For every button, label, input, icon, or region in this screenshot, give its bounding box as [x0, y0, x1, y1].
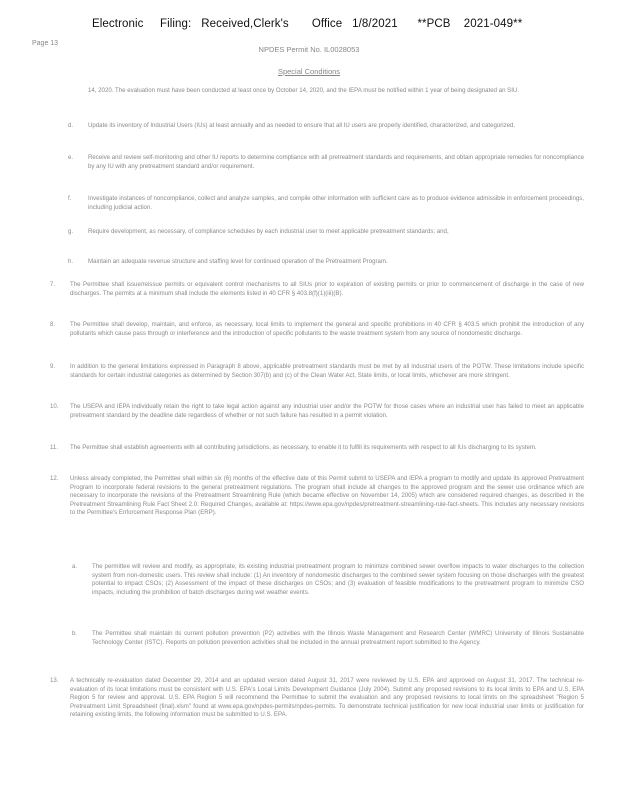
- paragraph: 12. Unless already completed, the Permittee shall within six (6) months of the effective date of this Permit submit to USEPA and IEPA a program to modify and update its approved Pretreatment Program to incorporate federal revisions to the general pretreatment regulations. The program shall include all changes to the approved program and the sewer use ordinance which are necessary to incorporate the revisions of the Pretreatment Streamlining Rule (which became effective on November 14, 2005) which are considered required changes, as described in the Pretreatment Streamlining Rule Fact Sheet 2.0: Required Changes, available at: https://www.epa.gov/npdes/pretreatment-streamlining-rule-fact-sheets. This includes any necessary revisions to the Permittee's Enforcement Response Plan (ERP).: [50, 475, 584, 517]
- paragraph: d. Update its inventory of Industrial Users (IUs) at least annually and as needed to ensure that all IU users are properly identified, characterized, and categorized.: [68, 122, 516, 129]
- page-number: Page 13: [32, 40, 59, 47]
- paragraph: a. The permittee will review and modify, as appropriate, its existing industrial pretreatment program to minimize combined sewer overflow impacts to water discharges to the collection system from non-domestic users. This review shall include: (1) An inventory of nondomestic discharges to the combined sewer system focusing on those discharges with the greatest potential to impact CSOs; (2) Assessment of the impact of these discharges on CSOs; and (3) evaluation of feasible modifications to the pretreatment program to minimize CSO impacts, including the prohibition of batch discharges during wet weather events.: [72, 563, 584, 596]
- paragraph: 7. The Permittee shall issue/reissue permits or equivalent control mechanisms to all SIUs prior to expiration of existing permits or prior to commencement of discharge in the case of new discharges. The permits at a minimum shall include the elements listed in 40 CFR § 403.8(f)(1)(iii)(B).: [50, 281, 584, 297]
- paragraph: g. Require development, as necessary, of compliance schedules by each industrial user to meet applicable pretreatment standards; and,: [68, 228, 449, 235]
- paragraph: h. Maintain an adequate revenue structure and staffing level for continued operation of the Pretreatment Program.: [68, 258, 388, 265]
- paragraph: 10. The USEPA and IEPA individually retain the right to take legal action against any industrial user and/or the POTW for those cases where an industrial user has failed to meet an applicable pretreatment standard by the deadline date regardless of whether or not such failure has resulted in a permit violation.: [50, 403, 584, 419]
- paragraph: f. Investigate instances of noncompliance, collect and analyze samples, and compile other information with sufficient care as to produce evidence admissible in enforcement proceedings, including judicial action.: [68, 195, 584, 211]
- permit-title: NPDES Permit No. IL0028053: [258, 45, 360, 54]
- paragraph: 14, 2020. The evaluation must have been conducted at least once by October 14, 2020, and the IEPA must be notified within 1 year of being designated an SIU.: [88, 87, 520, 94]
- paragraph: 13. A technically re-evaluation dated December 29, 2014 and an updated version dated August 31, 2017 were reviewed by U.S. EPA and approved on August 31, 2017. The technical re-evaluation of its local limitations must be consistent with U.S. EPA's Local Limits Development Guidance (July 2004). Submit any proposed revisions to its local limits to EPA and U.S. EPA Region 5 for review and approval. U.S. EPA Region 5 will recommend the Permittee to submit the evaluation and any proposed revisions to local limits on the spreadsheet "Region 5 Pretreatment Limit Spreadsheet (final).xlsm" found at www.epa.gov/npdes-permits/npdes-permits. To demonstrate technical justification for new local industrial user limits or justification for retaining existing limits, the following information must be submitted to U.S. EPA.: [50, 677, 584, 719]
- section-title: Special Conditions: [277, 67, 341, 76]
- filing-stamp: Electronic Filing: Received,Clerk's Office 1/8/2021 **PCB 2021-049**: [92, 18, 523, 30]
- paragraph: b. The Permittee shall maintain its current pollution prevention (P2) activities with the Illinois Waste Management and Research Center (WMRC) University of Illinois Sustainable Technology Center (ISTC). Reports on pollution prevention activities shall be included in the annual pretreatment report submitted to the Agency.: [72, 630, 584, 646]
- paragraph: 9. In addition to the general limitations expressed in Paragraph 8 above, applicable pretreatment standards must be met by all industrial users of the POTW. These limitations include specific standards for certain industrial categories as determined by Section 307(b) and (c) of the Clean Water Act, State limits, or local limits, whichever are more stringent.: [50, 363, 584, 379]
- paragraph: 8. The Permittee shall develop, maintain, and enforce, as necessary, local limits to implement the general and specific prohibitions in 40 CFR § 403.5 which prohibit the introduction of any pollutants which cause pass through or interference and the introduction of specific pollutants to the waste treatment system from any source of nondomestic discharge.: [50, 321, 584, 337]
- paragraph: e. Receive and review self-monitoring and other IU reports to determine compliance with all pretreatment standards and requirements, and obtain appropriate remedies for noncompliance by any IU with any pretreatment standard and/or requirement.: [68, 154, 584, 170]
- paragraph: 11. The Permittee shall establish agreements with all contributing jurisdictions, as necessary, to enable it to fulfill its requirements with respect to all IUs discharging to its system.: [50, 444, 537, 451]
